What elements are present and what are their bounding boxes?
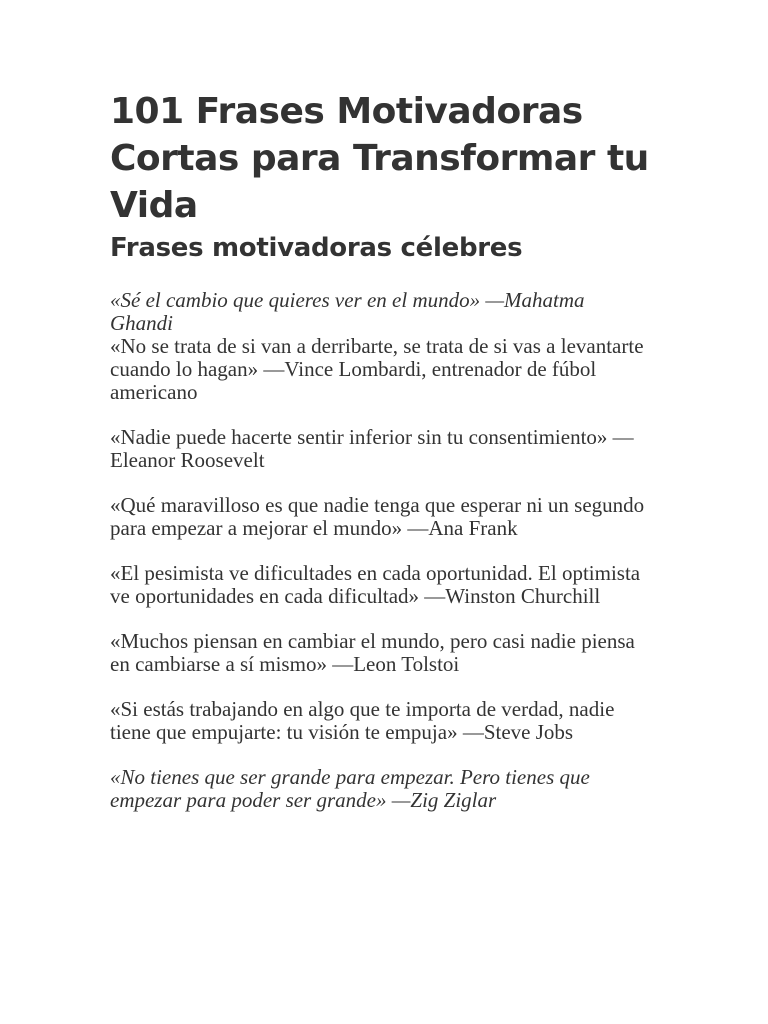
quote-paragraph: «El pesimista ve dificultades en cada oportunidad. El optimista ve oportunidades en cada dificultad» —Winston Churchill <box>110 561 641 608</box>
quote-paragraph: «No se trata de si van a derribarte, se trata de si vas a levantarte cuando lo hagan» —Vince Lombardi, entrenador de fúbol americano <box>110 334 644 404</box>
page-title: 101 Frases Motivadoras Cortas para Transformar tu Vida <box>110 91 649 226</box>
quote-paragraph: «Nadie puede hacerte sentir inferior sin tu consentimiento» —Eleanor Roosevelt <box>110 425 634 472</box>
quote-paragraph: «Si estás trabajando en algo que te importa de verdad, nadie tiene que empujarte: tu visión te empuja» —Steve Jobs <box>110 697 615 744</box>
quote-list <box>110 289 650 812</box>
document-page <box>110 88 650 834</box>
section-heading: Frases motivadoras célebres <box>110 233 523 263</box>
quote-paragraph: «Sé el cambio que quieres ver en el mundo» —Mahatma Ghandi <box>110 288 585 335</box>
quote-paragraph: «No tienes que ser grande para empezar. Pero tienes que empezar para poder ser grande» —Zig Ziglar <box>110 765 590 812</box>
quote-paragraph: «Qué maravilloso es que nadie tenga que esperar ni un segundo para empezar a mejorar el mundo» —Ana Frank <box>110 493 645 540</box>
quote-paragraph: «Muchos piensan en cambiar el mundo, pero casi nadie piensa en cambiarse a sí mismo» —Leon Tolstoi <box>110 629 635 676</box>
